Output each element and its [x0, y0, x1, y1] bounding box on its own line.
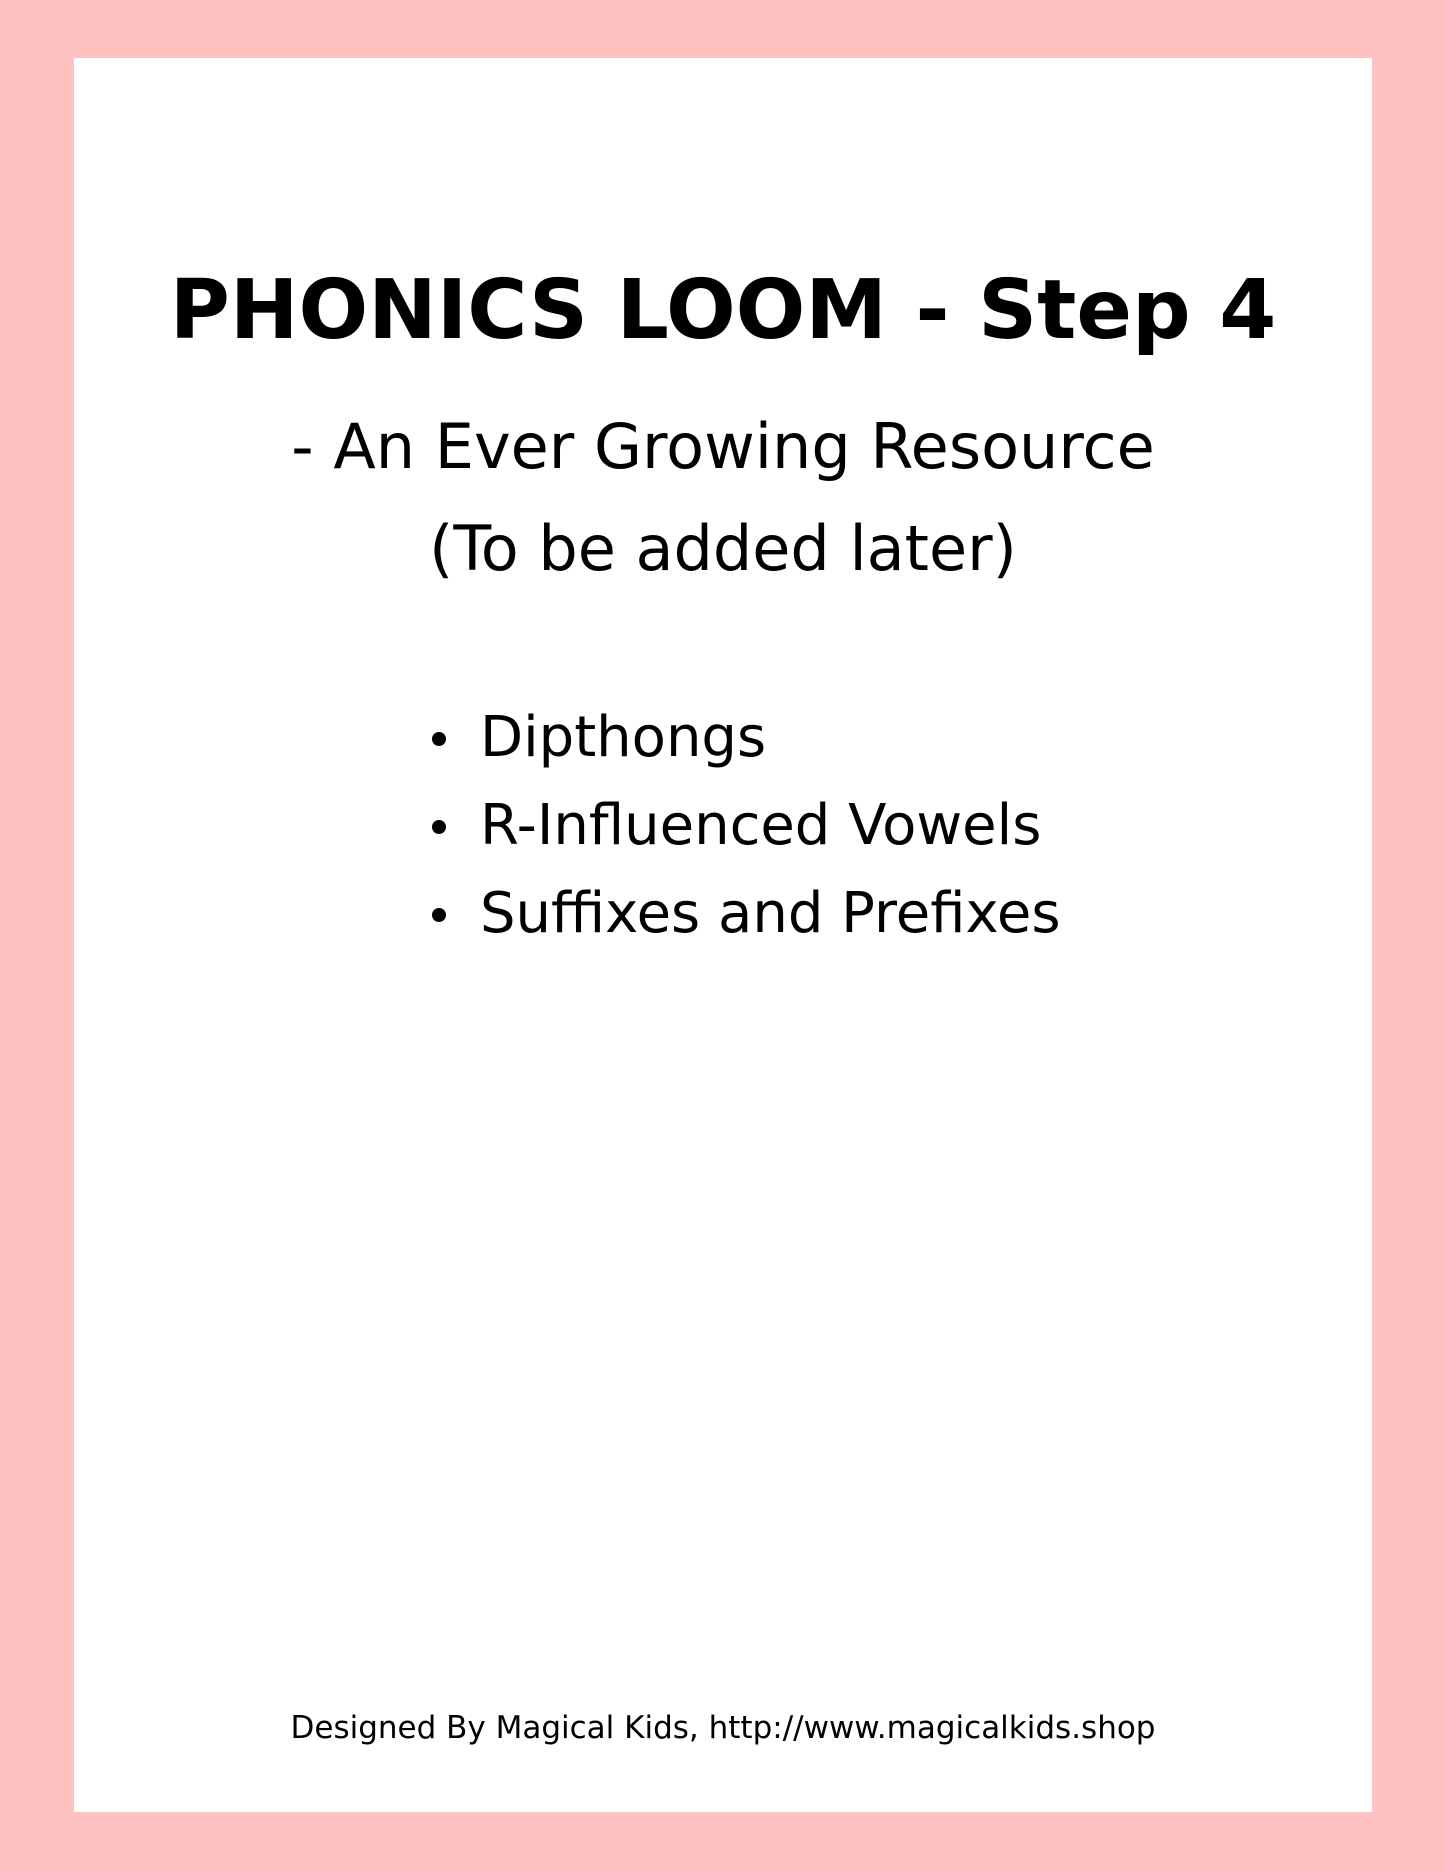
- bullet-icon: [432, 732, 446, 746]
- footer-credit: Designed By Magical Kids, http://www.magicalkids.shop: [290, 1710, 1156, 1746]
- topic-label: R-Influenced Vowels: [480, 793, 1042, 858]
- topic-label: Suffixes and Prefixes: [480, 881, 1061, 946]
- document-page: [74, 58, 1372, 1812]
- list-item: [408, 870, 1061, 958]
- topic-list: [408, 694, 1061, 958]
- topic-label: Dipthongs: [480, 705, 767, 770]
- subtitle-line-2: (To be added later): [429, 512, 1017, 585]
- bullet-icon: [432, 820, 446, 834]
- list-item: [408, 694, 1061, 782]
- list-item: [408, 782, 1061, 870]
- subtitle-line-1: - An Ever Growing Resource: [291, 410, 1155, 483]
- page-title: PHONICS LOOM - Step 4: [169, 263, 1277, 358]
- page-subtitle: [74, 396, 1372, 600]
- bullet-icon: [432, 908, 446, 922]
